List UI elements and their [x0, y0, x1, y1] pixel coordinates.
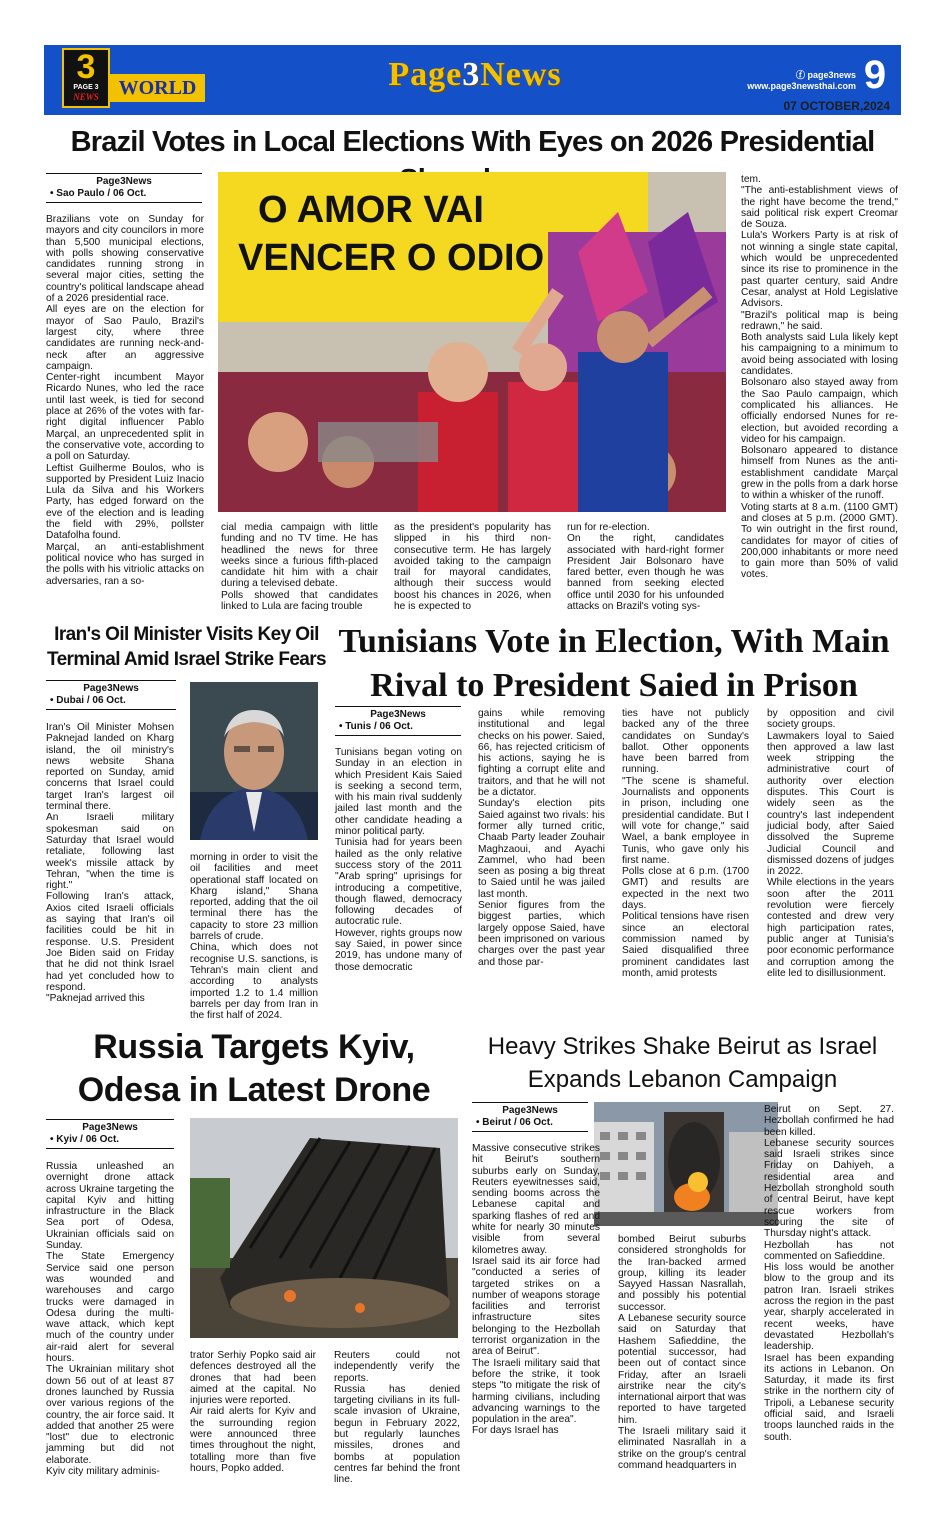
- byline-source: Page3News: [370, 709, 426, 720]
- iran-headline: Iran's Oil Minister Visits Key Oil Terminal Amid Israel Strike Fears: [46, 624, 327, 670]
- svg-text:VENCER O ODIO: VENCER O ODIO: [238, 237, 545, 279]
- brazil-col-2: cial media campaign with little funding and no TV time. He has headlined the news for three weeks since a furious fifth-placed candidate hit him with a chair during a televised debate. Polls showed that candidates linked to Lula are facing trouble: [221, 522, 378, 613]
- byline-location: • Beirut / 06 Oct.: [476, 1117, 553, 1128]
- russia-byline: [46, 1119, 174, 1149]
- logo-number: 3: [76, 48, 96, 86]
- minister-portrait: [190, 682, 318, 840]
- iran-byline: [46, 680, 176, 710]
- banner-text: O AMOR VAI: [258, 189, 484, 231]
- brazil-col-1: Brazilians vote on Sunday for mayors and city councilors in more than 5,500 municipal elections, with polls showing conservative candidates running strong in several major cities, setting the country's political landscape ahead of a 2026 presidential race. All eyes are on the election for mayor of Sao Paulo, Brazil's largest city, where three candidates are running neck-and-neck after an aggressive campaign. Center-right incumbent Mayor Ricardo Nunes, who led the race until last week, is tied for second place at 26% of the votes with far-right digital influencer Pablo Marçal, an unprecedented split in the conservative vote, according to a poll on Saturday. Leftist Guilherme Boulos, who is supported by President Luiz Inacio Lula da Silva and his Workers Party, has edged forward on the eve of the election and is leading the field with 29%, pollster Datafolha found. Marçal, an anti-establishment political novice who has surged in the polls with his vitriolic attacks on adversaries, ran a so-: [46, 214, 204, 587]
- masthead-word-page: Page: [388, 56, 463, 93]
- byline-location: • Kyiv / 06 Oct.: [50, 1134, 120, 1145]
- iran-minister-photo: [190, 682, 318, 840]
- website-url: www.page3newsthai.com: [747, 81, 856, 91]
- byline-source: Page3News: [96, 176, 152, 187]
- iran-col-2: morning in order to visit the oil facilities and meet operational staff located on Kharg island," Shana reported, adding that the oil terminal there has the capacity to store 23 million barrels of crude. China, which does not recognise U.S. sanctions, is Tehran's main client and according to analysts imported 1.2 to 1.4 million barrels per day from Iran in the first half of 2024.: [190, 852, 318, 1022]
- logo-page-label: PAGE 3: [73, 84, 99, 91]
- byline-location: • Tunis / 06 Oct.: [339, 721, 413, 732]
- russia-damage-photo: [190, 1118, 458, 1338]
- page3-logo: [62, 48, 110, 108]
- logo-news-label: NEWS: [73, 92, 99, 102]
- site-info: [728, 70, 856, 92]
- byline-source: Page3News: [83, 683, 139, 694]
- beirut-headline: Heavy Strikes Shake Beirut as Israel Expands Lebanon Campaign: [487, 1033, 878, 1093]
- tunisia-headline: Tunisians Vote in Election, With Main Rival to President Saied in Prison: [338, 623, 890, 704]
- tunisia-col-3: ties have not publicly backed any of the three candidates on Sunday's ballot. Other opponents have been barred from running. "The scene is shameful. Journalists and opponents in prison, including one presidential candidate. But I will vote for change," said Wael, a bank employee in Tunis, who gave only his first name. Polls close at 6 p.m. (1700 GMT) and results are expected in the next two days. Political tensions have risen since an electoral commission named by Saied disqualified three prominent candidates last month, amid protests: [622, 708, 749, 979]
- beirut-strike-photo: [594, 1102, 778, 1226]
- byline-source: Page3News: [502, 1105, 558, 1116]
- iran-col-1: Iran's Oil Minister Mohsen Paknejad landed on Kharg island, the oil ministry's news website Shana reported on Sunday, amid concerns that Israel could target Iran's largest oil terminal there. An Israeli military spokesman said on Saturday that Israel would retaliate, following last week's missile attack by Tehran, "when the time is right." Following Iran's attack, Axios cited Israeli officials as saying that Iran's oil facilities could be hit in response. U.S. President Joe Biden said on Friday that he did not think Israel had yet concluded how to respond. "Paknejad arrived this: [46, 722, 174, 1005]
- masthead-title: [380, 52, 570, 98]
- brazil-rally-photo: [218, 172, 726, 512]
- burning-building-illustration: [594, 1102, 778, 1226]
- russia-headline: Russia Targets Kyiv, Odesa in Latest Drone: [77, 1028, 431, 1109]
- masthead-three: 3: [462, 56, 481, 93]
- russia-col-2: trator Serhiy Popko said air defences destroyed all the drones that had been aimed at the capital. No injuries were reported. Air raid alerts for Kyiv and the surrounding region were announced three times throughout the night, totalling more than five hours, Popko added.: [190, 1350, 316, 1474]
- brazil-col-5: tem. "The anti-establishment views of the right have become the trend," said political risk expert Creomar de Souza. Lula's Workers Party is at risk of not winning a single state capital, which would be unprecedented since its rise to prominence in the past quarter century, said Andre Cesar, analyst at Hold Legislative Advisors. "Brazil's political map is being redrawn," he said. Both analysts said Lula likely kept his campaigning to a minimum to avoid being associated with losing candidates. Bolsonaro also stayed away from the Sao Paulo campaign, which complicated his alliances. He officially endorsed Nunes for re-election, but avoided recording a video for his campaign. Bolsonaro appeared to distance himself from Nunes as the anti-establishment candidate Marçal grew in the polls from a dark horse to within a whisker of the runoff. Voting starts at 8 a.m. (1100 GMT) and closes at 5 p.m. (2000 GMT). To win outright in the first round, candidates for mayor of cities of 200,000 inhabitants or more need to gain more than 50% of valid votes.: [741, 174, 898, 581]
- masthead-word-news: News: [480, 56, 562, 93]
- russia-col-1: Russia unleashed an overnight drone attack across Ukraine targeting the capital Kyiv and hitting infrastructure in the Black Sea port of Odesa, Ukrainian officials said on Sunday. The State Emergency Service said one person was wounded and warehouses and cargo trucks were damaged in Odesa during the multi-wave attack, which kept much of the country under air-raid alert for several hours. The Ukrainian military shot down 56 out of at least 87 drones launched by Russia over various regions of the country, the air force said. It added that another 25 were "lost" due to electronic jamming but did not elaborate. Kyiv city military adminis-: [46, 1161, 174, 1478]
- russia-col-3: Reuters could not independently verify the reports. Russia has denied targeting civilians in its full-scale invasion of Ukraine, begun in February 2022, but regularly launches missiles, drones and bombs at population centres far behind the front line.: [334, 1350, 460, 1486]
- brazil-byline: [46, 173, 202, 203]
- tunisia-col-4: by opposition and civil society groups. Lawmakers loyal to Saied then approved a law last week stripping the administrative court of authority over election disputes. This Court is widely seen as the country's last independent judicial body, after Saied dissolved the Supreme Judicial Council and dismissed dozens of judges in 2022. While elections in the years soon after the 2011 revolution were fiercely contested and drew very high participation rates, public anger at Tunisia's poor economic performance and corruption among the elite led to disillusionment.: [767, 708, 894, 979]
- brazil-headline: Brazil Votes in Local Elections With Eyes on 2026 Presidential: [70, 126, 875, 158]
- beirut-byline: [472, 1102, 588, 1132]
- brazil-col-3: as the president's popularity has slipped in his third non-consecutive term. He has largely avoided taking to the campaign trail for mayoral candidates, although their success would boost his chances in 2026, when he is expected to: [394, 522, 551, 613]
- tunisia-col-2: gains while removing institutional and legal checks on his power. Saied, 66, has rejected criticism of his actions, saying he is fighting a corrupt elite and traitors, and that he will not be a dictator. Sunday's election pits Saied against two rivals: his former ally turned critic, Chaab Party leader Zouhair Maghzaoui, and Ayachi Zammel, who had been seen as posing a big threat to Saied until he was jailed last month. Senior figures from the biggest parties, which largely oppose Saied, have been imprisoned on various charges over the past year and those par-: [478, 708, 605, 968]
- section-label: WORLD: [110, 74, 205, 102]
- byline-location: • Dubai / 06 Oct.: [50, 695, 126, 706]
- tunisia-col-1: Tunisians began voting on Sunday in an election in which President Kais Saied is seeking a second term, with his main rival suddenly jailed last month and the other candidate heading a minor political party. Tunisia had for years been hailed as the only relative success story of the 2011 "Arab spring" uprisings for introducing a competitive, though flawed, democracy following decades of autocratic rule. However, rights groups now say Saied, in power since 2019, has undone many of those democratic: [335, 747, 462, 973]
- beirut-col-1: Massive consecutive strikes hit Beirut's southern suburbs early on Sunday, Reuters eyewitnesses said, sending booms across the Lebanese capital and sparking flashes of red and white for nearly 30 minutes visible from several kilometres away. Israel said its air force had "conducted a series of targeted strikes on a number of weapons storage facilities and terrorist infrastructure sites belonging to the Hezbollah terrorist organization in the area of Beirut". The Israeli military said that before the strike, it took steps "to mitigate the risk of harming civilians, including advancing warnings to the population in the area". For days Israel has: [472, 1143, 600, 1437]
- byline-source: Page3News: [82, 1122, 138, 1133]
- destroyed-warehouse-illustration: [190, 1118, 458, 1338]
- byline-location: • Sao Paulo / 06 Oct.: [50, 188, 147, 199]
- tunisia-byline: [335, 706, 461, 736]
- brazil-col-4: run for re-election. On the right, candidates associated with hard-right former President Jair Bolsonaro have fared better, even though he was banned from seeking elected office until 2030 for his unfounded attacks on Brazil's voting sys-: [567, 522, 724, 613]
- issue-date: 07 OCTOBER,2024: [783, 99, 890, 113]
- facebook-handle: ⓕ page3news: [795, 70, 856, 80]
- page-number: 9: [863, 53, 887, 97]
- beirut-col-3: Beirut on Sept. 27. Hezbollah confirmed he had been killed. Lebanese security sources said Israeli strikes since Friday on Dahiyeh, a residential area and Hezbollah stronghold south of central Beirut, have kept rescue workers from scouring the site of Thursday night's attack. Hezbollah has not commented on Safieddine. His loss would be another blow to the group and its patron Iran. Israeli strikes across the region in the past year, sharply accelerated in recent weeks, have devastated Hezbollah's leadership. Israel has been expanding its actions in Lebanon. On Saturday, it made its first strike in the northern city of Tripoli, a Lebanese security official said, and Israeli troops launched raids in the south.: [764, 1104, 894, 1443]
- beirut-col-2: bombed Beirut suburbs considered strongholds for the Iran-backed armed group, killing its leader Sayyed Hassan Nasrallah, and possibly his potential successor. A Lebanese security source said on Saturday that Hashem Safieddine, the potential successor, had been out of contact since Friday, after an Israeli airstrike near the city's international airport that was reported to have targeted him. The Israeli military said it eliminated Nasrallah in a strike on the group's central command headquarters in: [618, 1234, 746, 1471]
- brazil-rally-illustration: [218, 172, 726, 512]
